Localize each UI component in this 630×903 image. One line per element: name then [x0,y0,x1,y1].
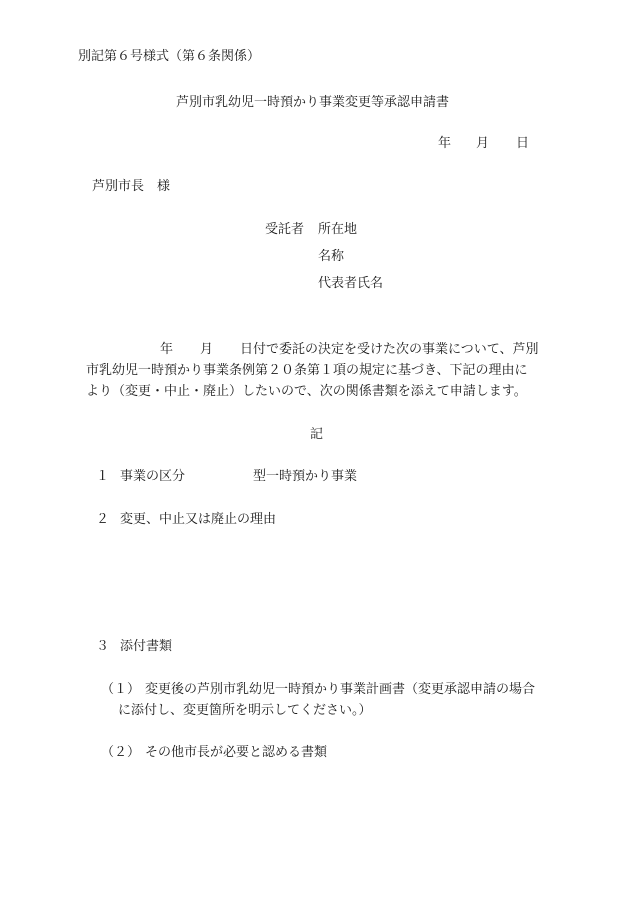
body-line3: より（変更・中止・廃止）したいので、次の関係書類を添えて申請します。 [86,384,527,399]
name-label: 名称 [318,249,345,264]
document-title: 芦別市乳幼児一時預かり事業変更等承認申請書 [176,95,450,110]
body-month: 月 [200,342,214,357]
attachment-2-number: （２） [101,745,141,760]
attachment-1-number: （１） [101,682,141,697]
body-line1: 日付で委託の決定を受けた次の事業について、芦別 [240,342,539,357]
body-line2: 市乳幼児一時預かり事業条例第２０条第１項の規定に基づき、下記の理由に [86,363,528,378]
ki-heading: 記 [310,427,324,442]
addressee: 芦別市長 様 [92,179,171,194]
body-year: 年 [160,342,174,357]
address-label: 所在地 [318,222,358,237]
item-1-value: 型一時預かり事業 [253,469,358,484]
date-day: 日 [516,136,530,151]
item-3-label: 添付書類 [120,639,173,654]
attachment-2-text: その他市長が必要と認める書類 [145,745,328,760]
applicant-role: 受託者 [265,222,305,237]
date-month: 月 [476,136,490,151]
item-2-number: ２ [96,512,110,527]
attachment-1-line2: に添付し、変更箇所を明示してください。） [118,703,372,718]
attachment-1-line1: 変更後の芦別市乳幼児一時預かり事業計画書（変更承認申請の場合 [145,682,536,697]
item-1-label: 事業の区分 [120,469,186,484]
representative-label: 代表者氏名 [318,276,384,291]
item-3-number: ３ [96,639,110,654]
item-1-number: １ [96,469,110,484]
item-2-label: 変更、中止又は廃止の理由 [120,512,277,527]
date-year: 年 [438,136,452,151]
form-number: 別記第６号様式（第６条関係） [78,49,261,64]
